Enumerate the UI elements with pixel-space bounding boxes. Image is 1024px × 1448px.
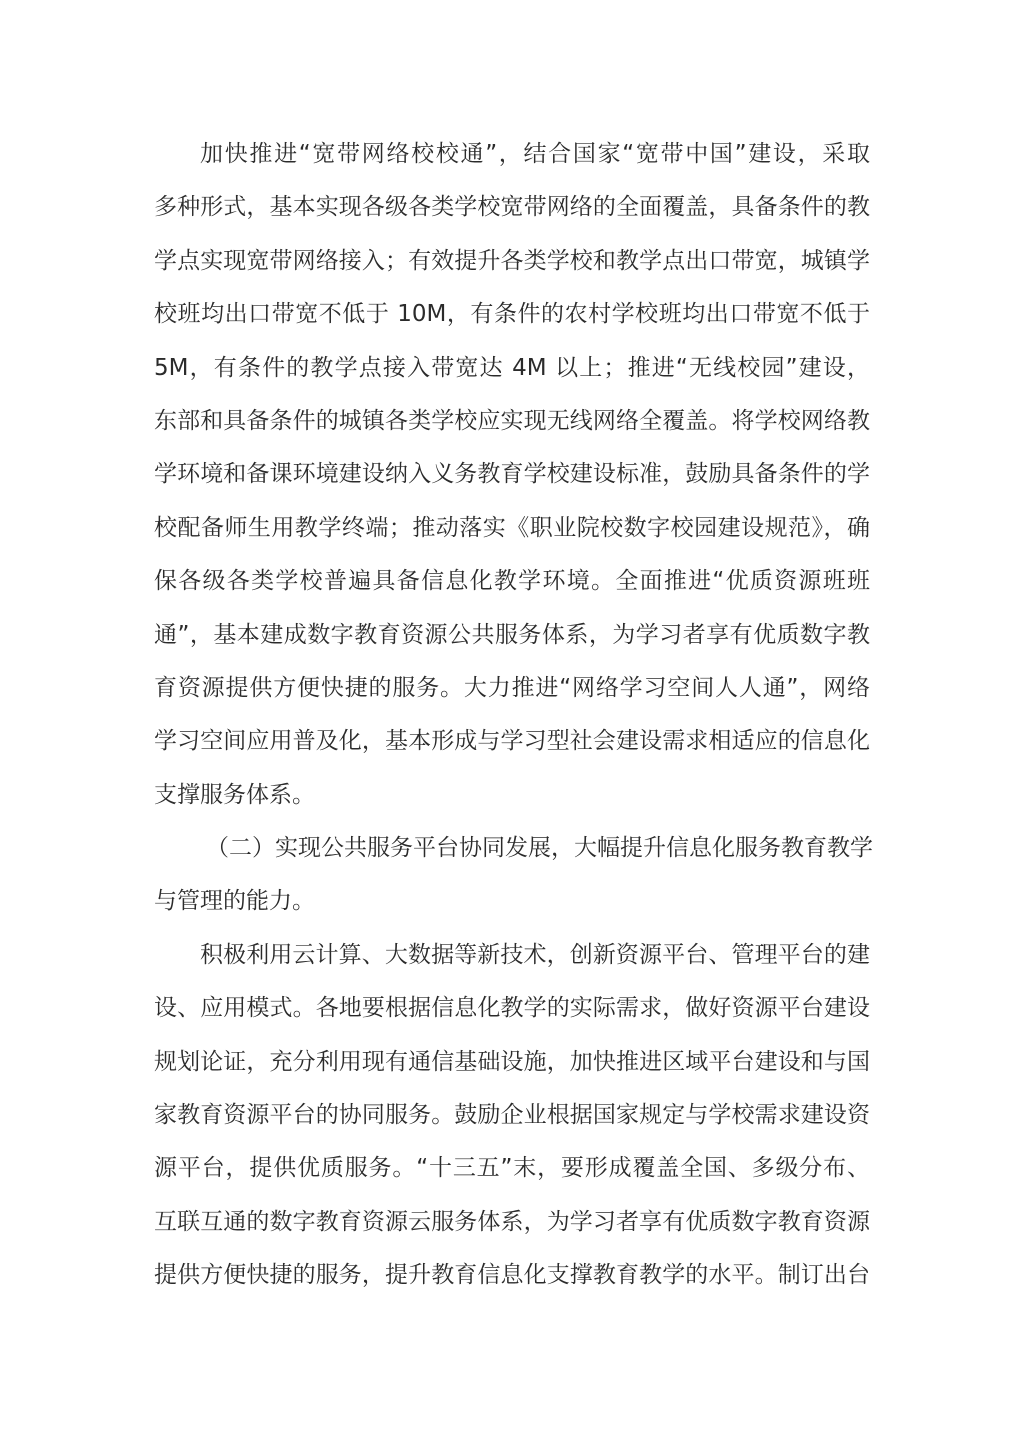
text-line: 家教育资源平台的协同服务。鼓励企业根据国家规定与学校需求建设资 <box>154 1102 870 1129</box>
text-line: 保各级各类学校普遍具备信息化教学环境。全面推进“优质资源班班 <box>154 568 870 595</box>
text-line: 学点实现宽带网络接入；有效提升各类学校和教学点出口带宽，城镇学 <box>154 247 870 274</box>
heading-line: 与管理的能力。 <box>154 888 315 915</box>
heading-line: （二）实现公共服务平台协同发展，大幅提升信息化服务教育教学 <box>206 835 873 862</box>
text-line: 校班均出口带宽不低于 10M，有条件的农村学校班均出口带宽不低于 <box>154 301 870 328</box>
text-line: 校配备师生用教学终端；推动落实《职业院校数字校园建设规范》，确 <box>154 514 870 541</box>
text-line: 加快推进“宽带网络校校通”，结合国家“宽带中国”建设，采取 <box>200 141 870 167</box>
document-page <box>154 128 873 1303</box>
paragraph-broadband <box>154 128 870 822</box>
text-line: 学环境和备课环境建设纳入义务教育学校建设标准，鼓励具备条件的学 <box>154 461 870 488</box>
text-line: 设、应用模式。各地要根据信息化教学的实际需求，做好资源平台建设 <box>154 995 870 1022</box>
text-line: 多种形式，基本实现各级各类学校宽带网络的全面覆盖，具备条件的教 <box>154 194 870 221</box>
text-line: 通”，基本建成数字教育资源公共服务体系，为学习者享有优质数字教 <box>154 621 870 648</box>
text-line: 学习空间应用普及化，基本形成与学习型社会建设需求相适应的信息化 <box>154 728 870 755</box>
section-heading-2 <box>154 822 873 929</box>
text-line: 育资源提供方便快捷的服务。大力推进“网络学习空间人人通”，网络 <box>154 674 870 701</box>
text-line: 5M，有条件的教学点接入带宽达 4M 以上；推进“无线校园”建设， <box>154 354 870 381</box>
text-line: 源平台，提供优质服务。“十三五”末，要形成覆盖全国、多级分布、 <box>154 1155 870 1182</box>
text-line: 规划论证，充分利用现有通信基础设施，加快推进区域平台建设和与国 <box>154 1048 870 1075</box>
paragraph-cloud-platform <box>154 929 870 1303</box>
text-line: 互联互通的数字教育资源云服务体系，为学习者享有优质数字教育资源 <box>154 1208 870 1235</box>
text-line: 提供方便快捷的服务，提升教育信息化支撑教育教学的水平。制订出台 <box>154 1262 870 1289</box>
text-line: 东部和具备条件的城镇各类学校应实现无线网络全覆盖。将学校网络教 <box>154 407 870 434</box>
text-line: 积极利用云计算、大数据等新技术，创新资源平台、管理平台的建 <box>200 941 870 968</box>
text-line: 支撑服务体系。 <box>154 781 315 808</box>
